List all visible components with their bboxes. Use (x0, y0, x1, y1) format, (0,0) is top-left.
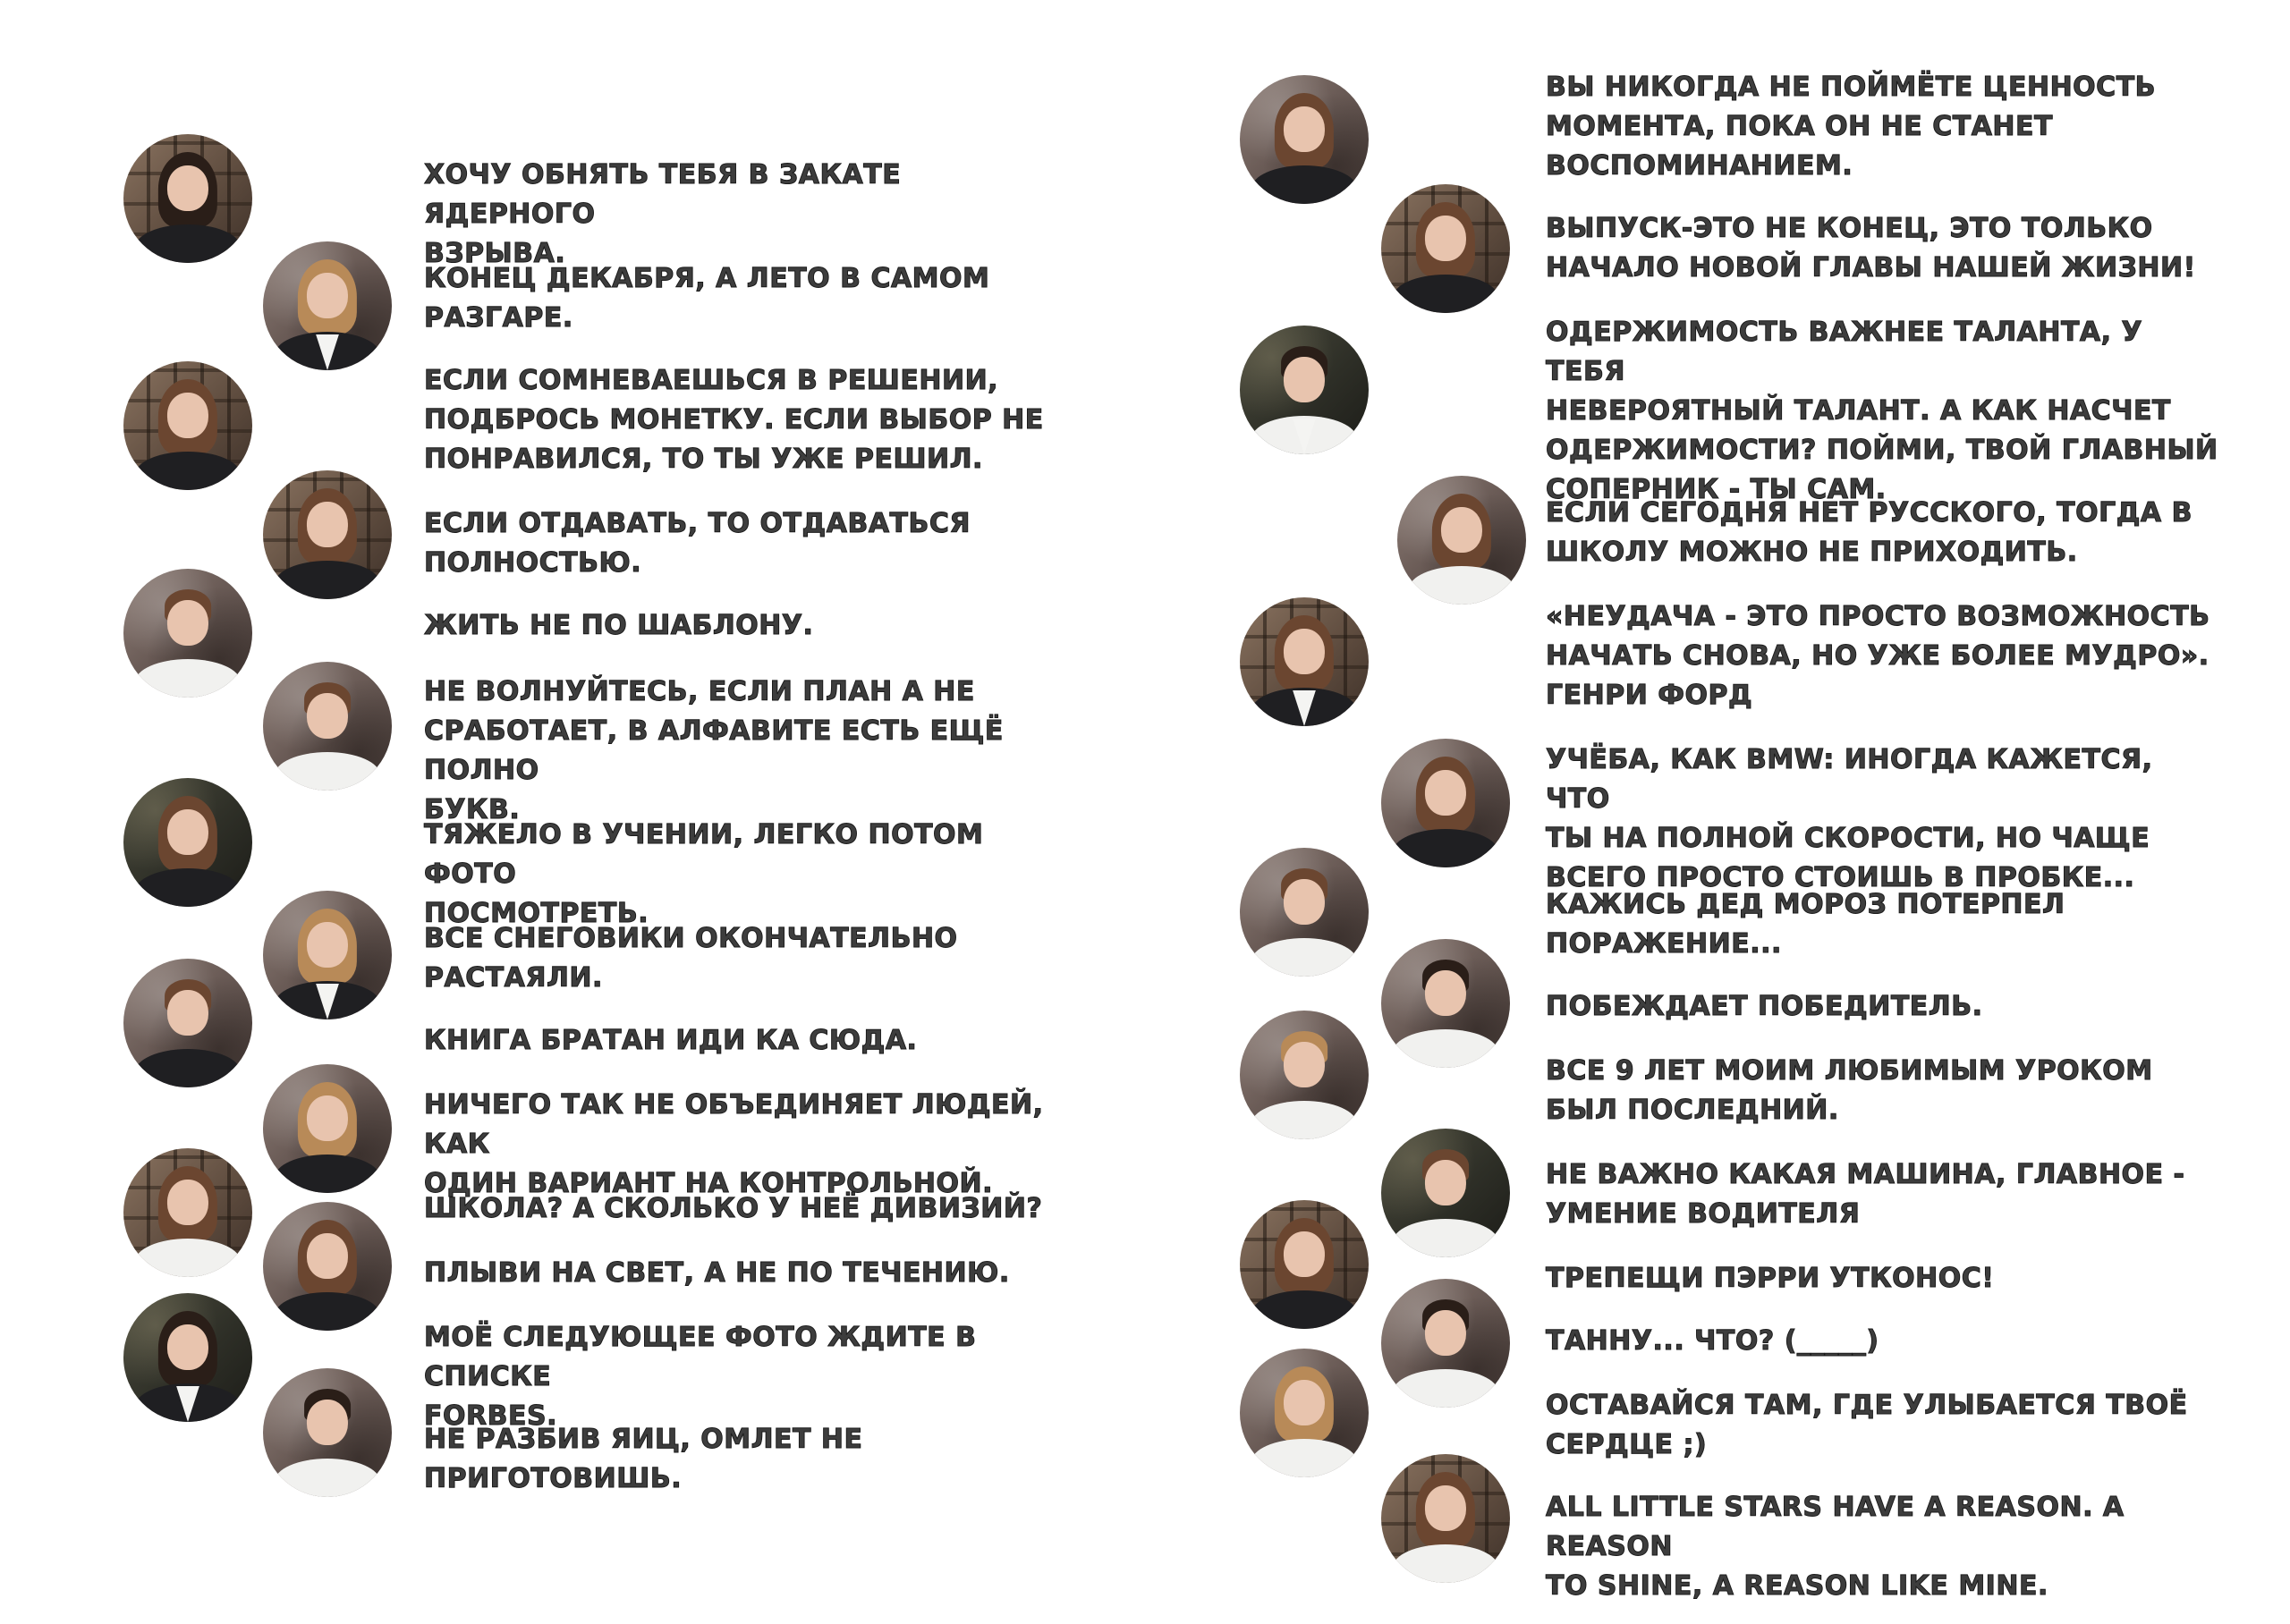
student-quote: ВЫ НИКОГДА НЕ ПОЙМЁТЕ ЦЕННОСТЬ МОМЕНТА, ПОКА ОН НЕ СТАНЕТ ВОСПОМИНАНИЕМ. (1546, 72, 2157, 182)
student-quote: ШКОЛА? А СКОЛЬКО У НЕЁ ДИВИЗИЙ? (424, 1193, 1043, 1224)
student-portrait (263, 241, 392, 370)
student-quote: ТЯЖЕЛО В УЧЕНИИ, ЛЕГКО ПОТОМ ФОТО ПОСМОТРЕТЬ. (424, 819, 984, 929)
student-quote: ВЫПУСК-ЭТО НЕ КОНЕЦ, ЭТО ТОЛЬКО НАЧАЛО НОВОЙ ГЛАВЫ НАШЕЙ ЖИЗНИ! (1546, 213, 2196, 283)
student-portrait (263, 662, 392, 791)
student-portrait (1240, 1011, 1369, 1139)
student-quote: ОДЕРЖИМОСТЬ ВАЖНЕЕ ТАЛАНТА, У ТЕБЯ НЕВЕРОЯТНЫЙ ТАЛАНТ. А КАК НАСЧЕТ ОДЕРЖИМОСТИ? ПОЙМИ, ТВОЙ ГЛАВНЫЙ СОПЕРНИК - ТЫ САМ. (1546, 317, 2218, 505)
student-portrait (1240, 326, 1369, 454)
student-quote: КНИГА БРАТАН ИДИ КА СЮДА. (424, 1025, 918, 1056)
student-quote: КОНЕЦ ДЕКАБРЯ, А ЛЕТО В САМОМ РАЗГАРЕ. (424, 263, 990, 334)
student-quote: ТАННУ... ЧТО? (_____) (1546, 1325, 1879, 1357)
student-quote: ЕСЛИ СЕГОДНЯ НЕТ РУССКОГО, ТОГДА В ШКОЛУ МОЖНО НЕ ПРИХОДИТЬ. (1546, 497, 2192, 568)
student-quote: ЖИТЬ НЕ ПО ШАБЛОНУ. (424, 610, 814, 641)
student-portrait (123, 569, 252, 698)
student-portrait (1381, 1454, 1510, 1583)
student-portrait (263, 1064, 392, 1193)
student-portrait (1381, 184, 1510, 313)
student-portrait (1240, 597, 1369, 726)
student-portrait (123, 134, 252, 263)
student-portrait (1240, 1200, 1369, 1329)
student-quote: ОСТАВАЙСЯ ТАМ, ГДЕ УЛЫБАЕТСЯ ТВОЁ СЕРДЦЕ ;) (1546, 1390, 2188, 1460)
right-page (1145, 0, 2290, 1624)
student-quote: ТРЕПЕЩИ ПЭРРИ УТКОНОС! (1546, 1263, 1995, 1294)
student-quote: ЕСЛИ СОМНЕВАЕШЬСЯ В РЕШЕНИИ, ПОДБРОСЬ МОНЕТКУ. ЕСЛИ ВЫБОР НЕ ПОНРАВИЛСЯ, ТО ТЫ УЖЕ РЕШИЛ. (424, 365, 1044, 475)
student-quote: НЕ РАЗБИВ ЯИЦ, ОМЛЕТ НЕ ПРИГОТОВИШЬ. (424, 1424, 863, 1494)
student-quote: ЕСЛИ ОТДАВАТЬ, ТО ОТДАВАТЬСЯ ПОЛНОСТЬЮ. (424, 508, 971, 579)
student-quote: КАЖИСЬ ДЕД МОРОЗ ПОТЕРПЕЛ ПОРАЖЕНИЕ... (1546, 889, 2065, 960)
student-portrait (1381, 739, 1510, 867)
student-quote: ВСЕ 9 ЛЕТ МОИМ ЛЮБИМЫМ УРОКОМ БЫЛ ПОСЛЕДНИЙ. (1546, 1055, 2153, 1126)
student-quote: «НЕУДАЧА - ЭТО ПРОСТО ВОЗМОЖНОСТЬ НАЧАТЬ СНОВА, НО УЖЕ БОЛЕЕ МУДРО». ГЕНРИ ФОРД (1546, 601, 2210, 711)
student-portrait (263, 1202, 392, 1331)
student-portrait (123, 361, 252, 490)
student-quote: ВСЕ СНЕГОВИКИ ОКОНЧАТЕЛЬНО РАСТАЯЛИ. (424, 923, 958, 994)
student-quote: НЕ ВАЖНО КАКАЯ МАШИНА, ГЛАВНОЕ - УМЕНИЕ ВОДИТЕЛЯ (1546, 1159, 2185, 1230)
student-portrait (1381, 1129, 1510, 1257)
student-portrait (1397, 476, 1526, 605)
student-portrait (123, 1148, 252, 1277)
student-portrait (123, 1293, 252, 1422)
student-quote: ХОЧУ ОБНЯТЬ ТЕБЯ В ЗАКАТЕ ЯДЕРНОГО ВЗРЫВА. (424, 159, 902, 269)
student-portrait (123, 959, 252, 1087)
student-portrait (263, 470, 392, 599)
student-portrait (1381, 939, 1510, 1068)
student-quote: ALL LITTLE STARS HAVE A REASON. A REASON TO SHINE, A REASON LIKE MINE. (1546, 1492, 2125, 1602)
student-portrait (1240, 75, 1369, 204)
student-quote: МОЁ СЛЕДУЮЩЕЕ ФОТО ЖДИТЕ В СПИСКЕ FORBES. (424, 1322, 977, 1432)
student-portrait (123, 778, 252, 907)
student-portrait (1381, 1279, 1510, 1408)
student-quote: ПЛЫВИ НА СВЕТ, А НЕ ПО ТЕЧЕНИЮ. (424, 1257, 1010, 1289)
student-portrait (263, 891, 392, 1019)
student-quote: ПОБЕЖДАЕТ ПОБЕДИТЕЛЬ. (1546, 991, 1983, 1022)
student-quote: НИЧЕГО ТАК НЕ ОБЪЕДИНЯЕТ ЛЮДЕЙ, КАК ОДИН ВАРИАНТ НА КОНТРОЛЬНОЙ. (424, 1089, 1044, 1199)
student-portrait (263, 1368, 392, 1497)
student-quote: НЕ ВОЛНУЙТЕСЬ, ЕСЛИ ПЛАН А НЕ СРАБОТАЕТ, В АЛФАВИТЕ ЕСТЬ ЕЩЁ ПОЛНО БУКВ. (424, 676, 1004, 825)
student-quote: УЧЁБА, КАК BMW: ИНОГДА КАЖЕТСЯ, ЧТО ТЫ НА ПОЛНОЙ СКОРОСТИ, НО ЧАЩЕ ВСЕГО ПРОСТО СТОИШЬ В ПРОБКЕ... (1546, 744, 2153, 893)
student-portrait (1240, 1349, 1369, 1477)
student-portrait (1240, 848, 1369, 977)
